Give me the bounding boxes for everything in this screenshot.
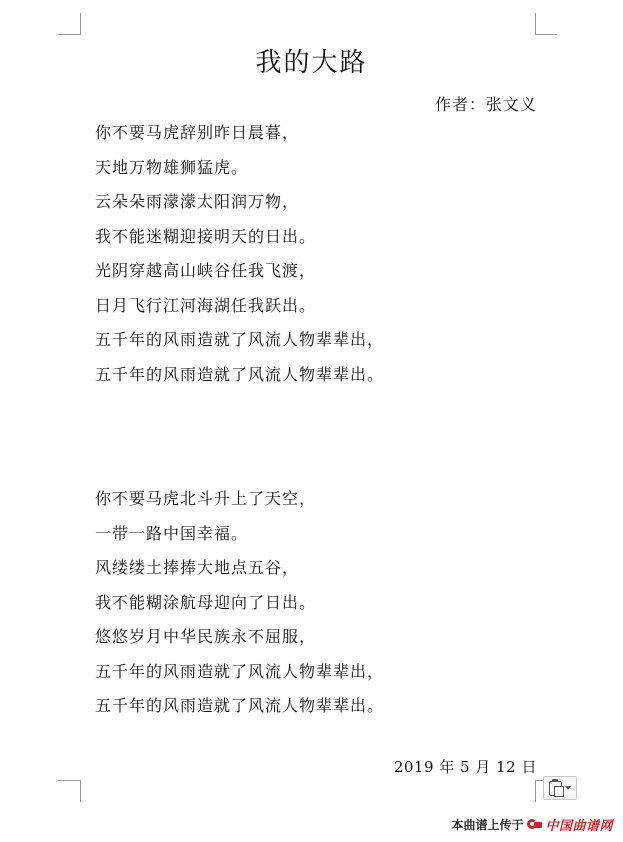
stanza-1 — [95, 120, 384, 396]
author-line: 作者：张文义 — [434, 95, 537, 114]
verse-line: 我不能迷糊迎接明天的日出。 — [95, 226, 317, 246]
verse-line: 五千年的风雨造就了风流人物辈辈出， — [95, 330, 385, 349]
crop-mark-top-left-h — [58, 34, 80, 35]
stanza-2 — [95, 486, 384, 728]
watermark-text: 本曲谱上传于 — [451, 818, 524, 832]
chevron-down-icon — [565, 786, 571, 790]
logo-mark-icon — [527, 818, 543, 832]
crop-mark-bottom-left-v — [80, 780, 81, 802]
verse-line: 你不要马虎辞别昨日晨暮， — [95, 123, 300, 142]
verse-line: 光阴穿越高山峡谷任我飞渡， — [95, 261, 317, 280]
crop-mark-top-right-v — [535, 13, 536, 35]
crop-mark-bottom-right-v — [535, 780, 536, 802]
site-logo — [527, 815, 613, 834]
document-title: 我的大路 — [255, 48, 368, 78]
verse-line: 云朵朵雨濛濛太阳润万物， — [95, 192, 300, 211]
verse-line: 五千年的风雨造就了风流人物辈辈出。 — [95, 696, 385, 715]
verse-line: 我不能糊涂航母迎向了日出。 — [95, 592, 317, 612]
verse-line: 风缕缕土捧捧大地点五谷， — [95, 558, 300, 577]
crop-mark-top-right-h — [535, 34, 557, 35]
paste-options-button[interactable] — [543, 776, 577, 800]
verse-line: 日月飞行江河海湖任我跃出。 — [95, 295, 317, 315]
verse-line: 你不要马虎北斗升上了天空， — [95, 489, 317, 508]
crop-mark-top-left-v — [80, 13, 81, 35]
watermark — [451, 815, 613, 834]
verse-line: 一带一路中国幸福。 — [95, 523, 249, 543]
verse-line: 天地万物雄狮猛虎。 — [95, 157, 249, 177]
clipboard-icon — [549, 781, 562, 796]
document-date: 2019 年 5 月 12 日 — [393, 758, 537, 776]
logo-text: 中国曲谱网 — [545, 819, 613, 834]
crop-mark-bottom-left-h — [58, 780, 80, 781]
verse-line: 五千年的风雨造就了风流人物辈辈出。 — [95, 364, 385, 384]
verse-line: 悠悠岁月中华民族永不屈服， — [95, 627, 317, 646]
verse-line: 五千年的风雨造就了风流人物辈辈出， — [95, 661, 385, 681]
